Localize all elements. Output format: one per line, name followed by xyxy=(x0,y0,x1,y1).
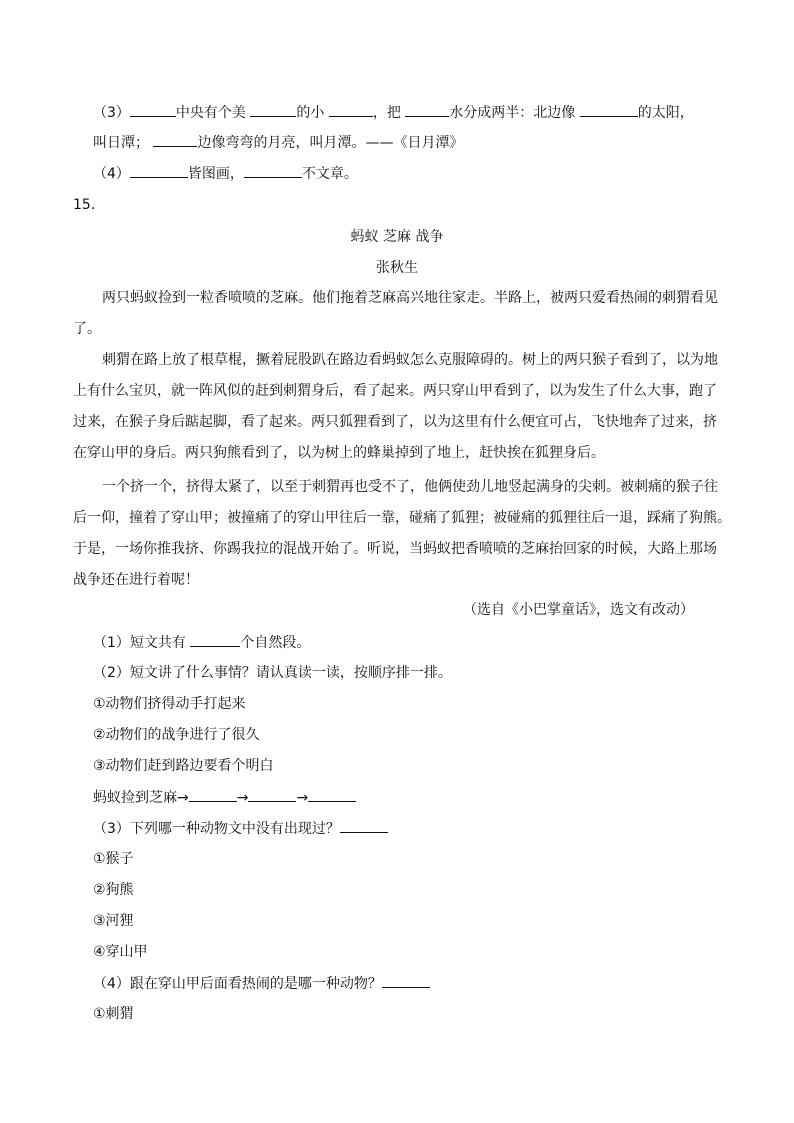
passage-text: 后一仰，撞着了穿山甲；被撞痛了的穿山甲往后一靠，碰痛了狐狸；被碰痛的狐狸往后一退，踩痛了狗熊。 xyxy=(73,510,731,526)
answer-blank[interactable] xyxy=(340,818,388,833)
q14-item4-text: 皆图画， xyxy=(187,166,244,182)
answer-blank[interactable] xyxy=(250,102,296,117)
passage-text: 过来，在猴子身后踮起脚，看了起来。两只狐狸看到了，以为这里有什么便宜可占，飞快地奔了过来，挤 xyxy=(73,414,717,430)
q15-question-2-stem: （2）短文讲了什么事情？请认真读一读，按顺序排一排。 xyxy=(93,665,452,681)
option-4: ④穿山甲 xyxy=(93,944,148,960)
q14-item4-number: （4） xyxy=(93,166,130,182)
passage-text: 上有什么宝贝，就一阵风似的赶到刺猬身后，看了起来。两只穿山甲看到了，以为发生了什么大事，跑了 xyxy=(73,383,717,399)
passage-title: 蚂蚁 芝麻 战争 xyxy=(350,229,444,245)
answer-blank[interactable] xyxy=(580,102,638,117)
passage-text: 于是，一场你推我挤、你踢我拉的混战开始了。听说，当蚂蚁把香喷喷的芝麻抬回家的时候，大路上那场 xyxy=(73,541,717,557)
question-text: （4）跟在穿山甲后面看热闹的是哪一种动物？ xyxy=(93,976,382,992)
q14-item3-line1 xyxy=(93,102,694,123)
option-2: ②狗熊 xyxy=(93,882,134,898)
q14-item3-text: 的太阳， xyxy=(637,105,694,121)
question-number: 15． xyxy=(73,197,105,213)
question-text: 个自然段。 xyxy=(240,635,311,651)
answer-blank[interactable] xyxy=(329,102,373,117)
passage-author: 张秋生 xyxy=(376,260,418,276)
answer-blank[interactable] xyxy=(130,102,176,117)
option-1: ①刺猬 xyxy=(93,1006,134,1022)
option-1: ①猴子 xyxy=(93,851,134,867)
arrow: → xyxy=(296,790,309,806)
q14-item3-text: 水分成两半：北边像 xyxy=(449,105,576,121)
passage-text: 战争还在进行着呢！ xyxy=(73,572,199,588)
question-text: （1）短文共有 xyxy=(93,635,186,651)
answer-blank[interactable] xyxy=(248,787,296,802)
passage-text: 在穿山甲的身后。两只狗熊看到了，以为树上的蜂巢掉到了地上，赶快挨在狐狸身后。 xyxy=(73,445,605,461)
question-text: （3）下列哪一种动物文中没有出现过？ xyxy=(93,821,340,837)
q15-question-3 xyxy=(93,818,388,839)
q14-item3-text: 叫日潭； xyxy=(93,135,149,151)
answer-blank[interactable] xyxy=(153,132,197,147)
q15-question-1 xyxy=(93,632,310,653)
option-1: ①动物们挤得动手打起来 xyxy=(93,696,246,712)
answer-blank[interactable] xyxy=(189,787,237,802)
arrow: → xyxy=(236,790,249,806)
q14-item4-text: 不文章。 xyxy=(301,166,358,182)
answer-blank[interactable] xyxy=(244,163,302,178)
answer-blank[interactable] xyxy=(405,102,449,117)
q15-question-4 xyxy=(93,973,430,994)
q14-item3-line2 xyxy=(93,132,463,153)
q14-item3-text: 中央有个美 xyxy=(175,105,246,121)
passage-text: 了。 xyxy=(73,321,101,337)
answer-blank[interactable] xyxy=(382,973,430,988)
sequence-start: 蚂蚁捡到芝麻→ xyxy=(93,790,189,806)
sequence-answer xyxy=(93,787,356,808)
passage-text: 两只蚂蚁捡到一粒香喷喷的芝麻。他们拖着芝麻高兴地往家走。半路上，被两只爱看热闹的刺猬看见 xyxy=(102,290,718,306)
q14-item3-number: （3） xyxy=(93,105,130,121)
q14-item4-line xyxy=(93,163,358,184)
answer-blank[interactable] xyxy=(190,632,240,647)
option-3: ③动物们赶到路边要看个明白 xyxy=(93,758,274,774)
option-3: ③河狸 xyxy=(93,913,134,929)
q14-item3-text: 边像弯弯的月亮，叫月潭。——《日月潭》 xyxy=(197,135,464,151)
q14-item3-text: 的小 xyxy=(296,105,325,121)
passage-text: 刺猬在路上放了根草棍，撅着屁股趴在路边看蚂蚁怎么克服障碍的。树上的两只猴子看到了，以为地 xyxy=(102,352,718,368)
answer-blank[interactable] xyxy=(130,163,188,178)
option-2: ②动物们的战争进行了很久 xyxy=(93,727,260,743)
answer-blank[interactable] xyxy=(308,787,356,802)
q14-item3-text: ，把 xyxy=(372,105,401,121)
passage-text: 一个挤一个，挤得太紧了，以至于刺猬再也受不了，他俩使劲儿地竖起满身的尖刺。被刺痛的猴子往 xyxy=(102,479,718,495)
passage-source: （选自《小巴掌童话》，选文有改动） xyxy=(463,602,694,618)
